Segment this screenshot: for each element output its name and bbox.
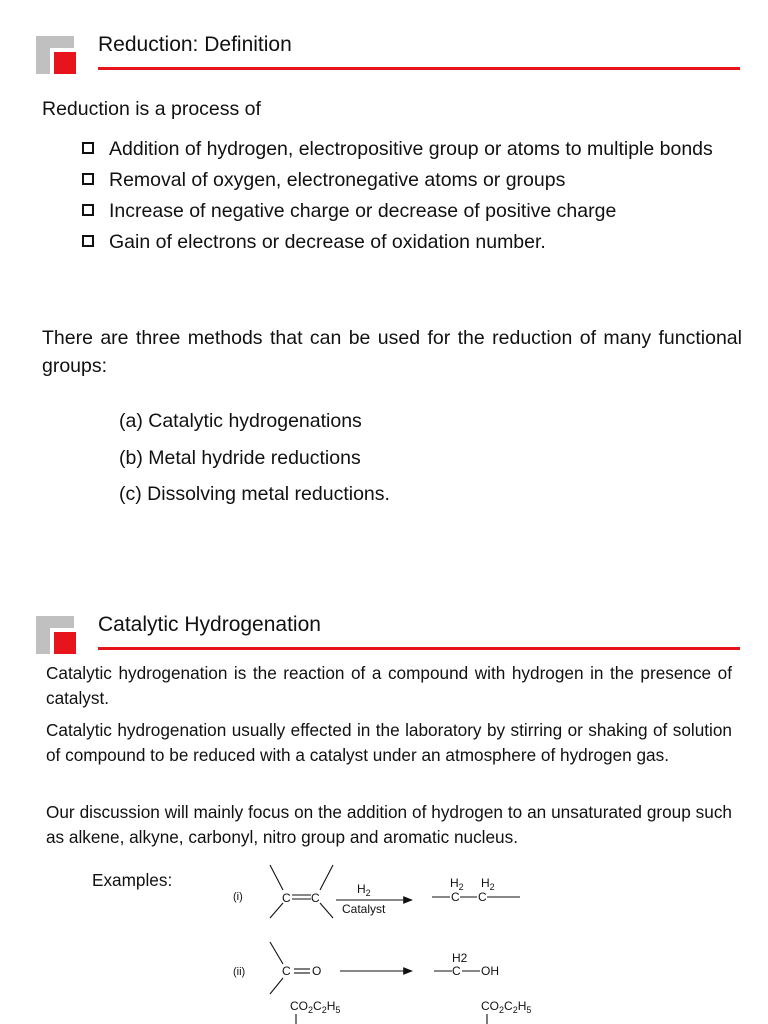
slide-title: Catalytic Hydrogenation [98,613,321,636]
scope-paragraph: Our discussion will mainly focus on the addition of hydrogen to an unsaturated group such as alkene, alkyne, carbonyl, nitro group and aromatic nucleus. [46,802,732,847]
atom-label: C [478,890,487,904]
ester-group-label: $CO_2C_2H_5$ [290,999,341,1015]
ester-group-label: $CO_2C_2H_5$ [481,999,532,1015]
methods-list [119,403,390,513]
hydrogen-label: $H_2$ [450,876,464,892]
reagent-label: $H_2$ [357,882,371,898]
definition-paragraph: Catalytic hydrogenation is the reaction of a compound with hydrogen in the presence of catalyst. [46,663,732,708]
reaction-schemes [0,580,768,1024]
atom-label: C [282,891,291,905]
reaction-number-label: (i) [233,891,243,903]
atom-label: C [452,964,461,978]
title-underline [98,67,740,70]
atom-label: C [451,890,460,904]
methods-intro-paragraph: There are three methods that can be used for the reduction of many functional groups: [42,327,742,377]
method-item: (a) Catalytic hydrogenations [119,410,362,432]
method-item: (b) Metal hydride reductions [119,446,361,469]
hydroxyl-label: OH [481,964,499,978]
procedure-paragraph: Catalytic hydrogenation usually effected in the laboratory by stirring or shaking of solution of compound to be reduced with a catalyst under an atmosphere of hydrogen gas. [46,720,732,765]
checkbox-bullet-icon [82,173,94,185]
examples-label: Examples: [92,870,173,890]
bullet-item: Addition of hydrogen, electropositive group or atoms to multiple bonds [80,134,742,165]
hydrogen-label: H2 [452,951,468,965]
slide-title: Reduction: Definition [98,33,292,56]
hydrogen-label: $H_2$ [481,876,495,892]
checkbox-bullet-icon [82,142,94,154]
checkbox-bullet-icon [82,235,94,247]
intro-text: Reduction is a process of [42,98,261,120]
checkbox-bullet-icon [82,204,94,216]
condition-label: Catalyst [342,902,386,916]
method-item: (c) Dissolving metal reductions. [119,483,390,505]
definition-bullet-list [80,134,742,258]
slide-logo [36,36,78,76]
bullet-item: Gain of electrons or decrease of oxidation number. [80,227,742,258]
atom-label: C [282,964,291,978]
reaction-number-label: (ii) [233,966,246,978]
bullet-item: Increase of negative charge or decrease of positive charge [80,196,742,227]
atom-label: O [312,964,322,978]
bullet-item: Removal of oxygen, electronegative atoms or groups [80,165,742,196]
slide-catalytic-hydrogenation [0,580,768,1024]
atom-label: C [311,891,320,905]
